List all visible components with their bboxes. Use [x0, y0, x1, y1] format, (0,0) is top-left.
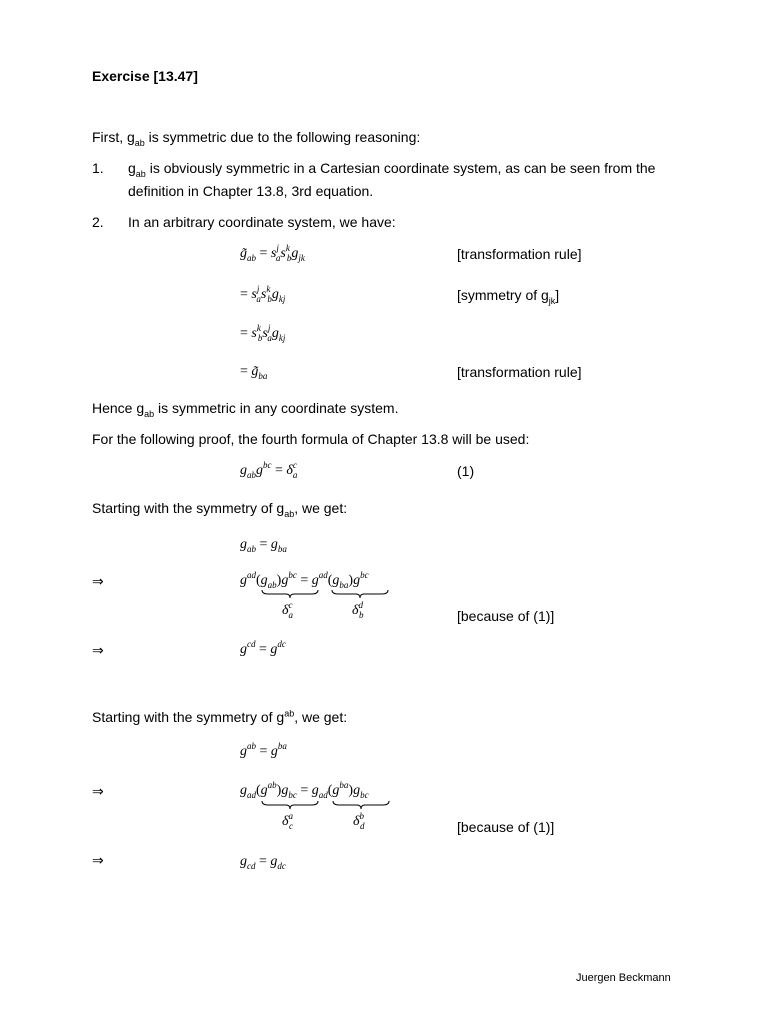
equation-transform-4: = $g̃_{ba}$ [240, 364, 268, 381]
delta-a-c: $\delta^a_c$ [282, 811, 294, 831]
hence-line: Hence $g_{ab}$ is symmetric in any coordinate system. [92, 400, 399, 419]
underbrace-3 [260, 799, 320, 811]
equation-transform-3: = $s^k_bs^j_ag_{kj}$ [240, 323, 286, 343]
item-1-line-1: $g_{ab}$ is obviously symmetric in a Cartesian coordinate system, as can be seen from the [128, 160, 656, 179]
equation-1: $g_{ab}g^{bc} = \delta^c_a$ [240, 460, 298, 480]
equation-transform-2: = $s^j_as^k_bg_{kj}$ [240, 284, 286, 304]
item-1-line-2: definition in Chapter 13.8, 3rd equation. [128, 183, 374, 199]
underbrace-4 [331, 799, 391, 811]
implies-symbol-2: ⇒ [92, 642, 104, 658]
annotation-transformation-rule-2: [transformation rule] [457, 364, 582, 380]
equation-result-lower: $g_{cd} = g_{dc}$ [240, 854, 286, 871]
underbrace-2 [330, 588, 390, 600]
delta-d-b: $\delta^d_b$ [352, 600, 364, 620]
intro-line: First, $g_{ab}$ is symmetric due to the following reasoning: [92, 129, 421, 148]
annotation-because-1: [because of (1)] [457, 608, 555, 624]
equation-result-upper: $g^{cd} = g^{dc}$ [240, 639, 286, 657]
start-line-1: Starting with the symmetry of $g_{ab}$, we get: [92, 500, 348, 519]
item-2-text: In an arbitrary coordinate system, we have: [128, 214, 396, 230]
delta-c-a: $\delta^c_a$ [282, 600, 294, 620]
start-line-2: Starting with the symmetry of $g^{ab}$, we get: [92, 708, 348, 725]
equation-contract-2: $g_{ad}(g^{ab})g_{bc} = g_{ad}(g^{ba})g_{bc}$ [240, 780, 369, 800]
implies-symbol-3: ⇒ [92, 783, 104, 799]
author-footer: Juergen Beckmann [576, 972, 671, 984]
page-title: Exercise [13.47] [92, 68, 198, 84]
item-1-number: 1. [92, 160, 104, 176]
underbrace-1 [260, 588, 320, 600]
annotation-transformation-rule: [transformation rule] [457, 246, 582, 262]
equation-1-label: (1) [457, 463, 475, 479]
equation-sym-upper: $g^{ab} = g^{ba}$ [240, 741, 287, 759]
annotation-because-2: [because of (1)] [457, 819, 555, 835]
proof-intro: For the following proof, the fourth formula of Chapter 13.8 will be used: [92, 431, 530, 447]
equation-sym-lower: $g_{ab} = g_{ba}$ [240, 537, 287, 554]
annotation-symmetry: [symmetry of $g_{jk}$] [457, 287, 560, 306]
delta-b-d: $\delta^b_d$ [353, 811, 365, 831]
implies-symbol-4: ⇒ [92, 852, 104, 868]
equation-transform-1: $g̃_{ab} = s^j_as^k_bg_{jk}$ [240, 243, 305, 263]
item-2-number: 2. [92, 214, 104, 230]
implies-symbol-1: ⇒ [92, 573, 104, 589]
equation-contract-1: $g^{ad}(g_{ab})g^{bc} = g^{ad}(g_{ba})g^{bc}$ [240, 570, 369, 590]
